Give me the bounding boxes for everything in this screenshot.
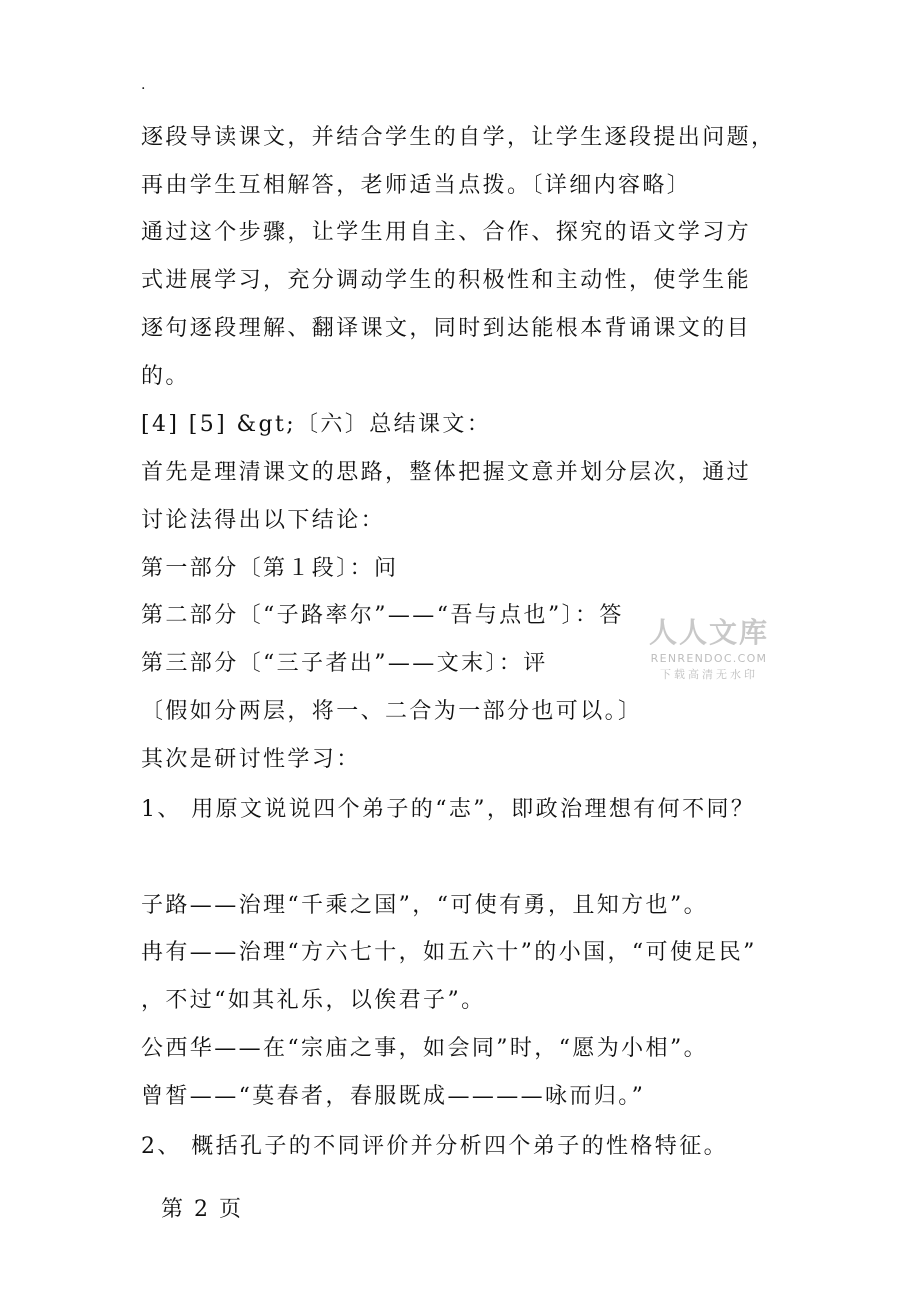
text-line: 其次是研讨性学习： bbox=[141, 747, 361, 772]
text-line: 曾皙——“莫春者，春服既成————咏而归。” bbox=[141, 1084, 646, 1109]
text-line: 的。 bbox=[141, 364, 190, 389]
text-line: 公西华——在“宗庙之事，如会同”时，“愿为小相”。 bbox=[141, 1036, 708, 1061]
text-line: 第一部分〔第１段〕：问 bbox=[141, 556, 399, 581]
text-line: 讨论法得出以下结论： bbox=[141, 508, 386, 533]
text-line: 逐段导读课文，并结合学生的自学，让学生逐段提出问题， bbox=[141, 125, 776, 150]
watermark-slogan: 下载高清无水印 bbox=[660, 668, 758, 681]
text-line: 冉有——治理“方六七十，如五六十”的小国，“可使足民” bbox=[141, 940, 757, 965]
text-line: 再由学生互相解答，老师适当点拨。〔详细内容略〕 bbox=[141, 173, 692, 198]
text-line: ，不过“如其礼乐，以俟君子”。 bbox=[141, 988, 486, 1013]
watermark-title: 人人文库 bbox=[648, 616, 769, 649]
text-line: 逐句逐段理解、翻译课文，同时到达能根本背诵课文的目 bbox=[141, 316, 752, 341]
text-line: 第三部分〔“三子者出”——文末〕：评 bbox=[141, 651, 548, 676]
text-line: 通过这个步骤，让学生用自主、合作、探究的语文学习方 bbox=[141, 220, 752, 245]
text-line: 〔假如分两层，将一、二合为一部分也可以。〕 bbox=[141, 699, 643, 724]
text-line: 第二部分〔“子路率尔”——“吾与点也”〕：答 bbox=[141, 603, 624, 628]
page-number: 第 2 页 bbox=[161, 1197, 243, 1222]
text-line: 子路——治理“千乘之国”，“可使有勇，且知方也”。 bbox=[141, 893, 708, 918]
page-marker: . bbox=[141, 77, 146, 93]
watermark-domain: RENRENDOC.COM bbox=[650, 652, 768, 665]
question-item: 2、 概括孔子的不同评价并分析四个弟子的性格特征。 bbox=[141, 1134, 728, 1159]
watermark-logo bbox=[646, 618, 772, 686]
text-line: 式进展学习，充分调动学生的积极性和主动性，使学生能 bbox=[141, 268, 752, 293]
text-line: 首先是理清课文的思路，整体把握文意并划分层次，通过 bbox=[141, 460, 752, 485]
section-heading: [4] [5] &gt;〔六〕总结课文： bbox=[141, 412, 492, 437]
question-item: 1、 用原文说说四个弟子的“志”，即政治理想有何不同？ bbox=[141, 797, 756, 822]
